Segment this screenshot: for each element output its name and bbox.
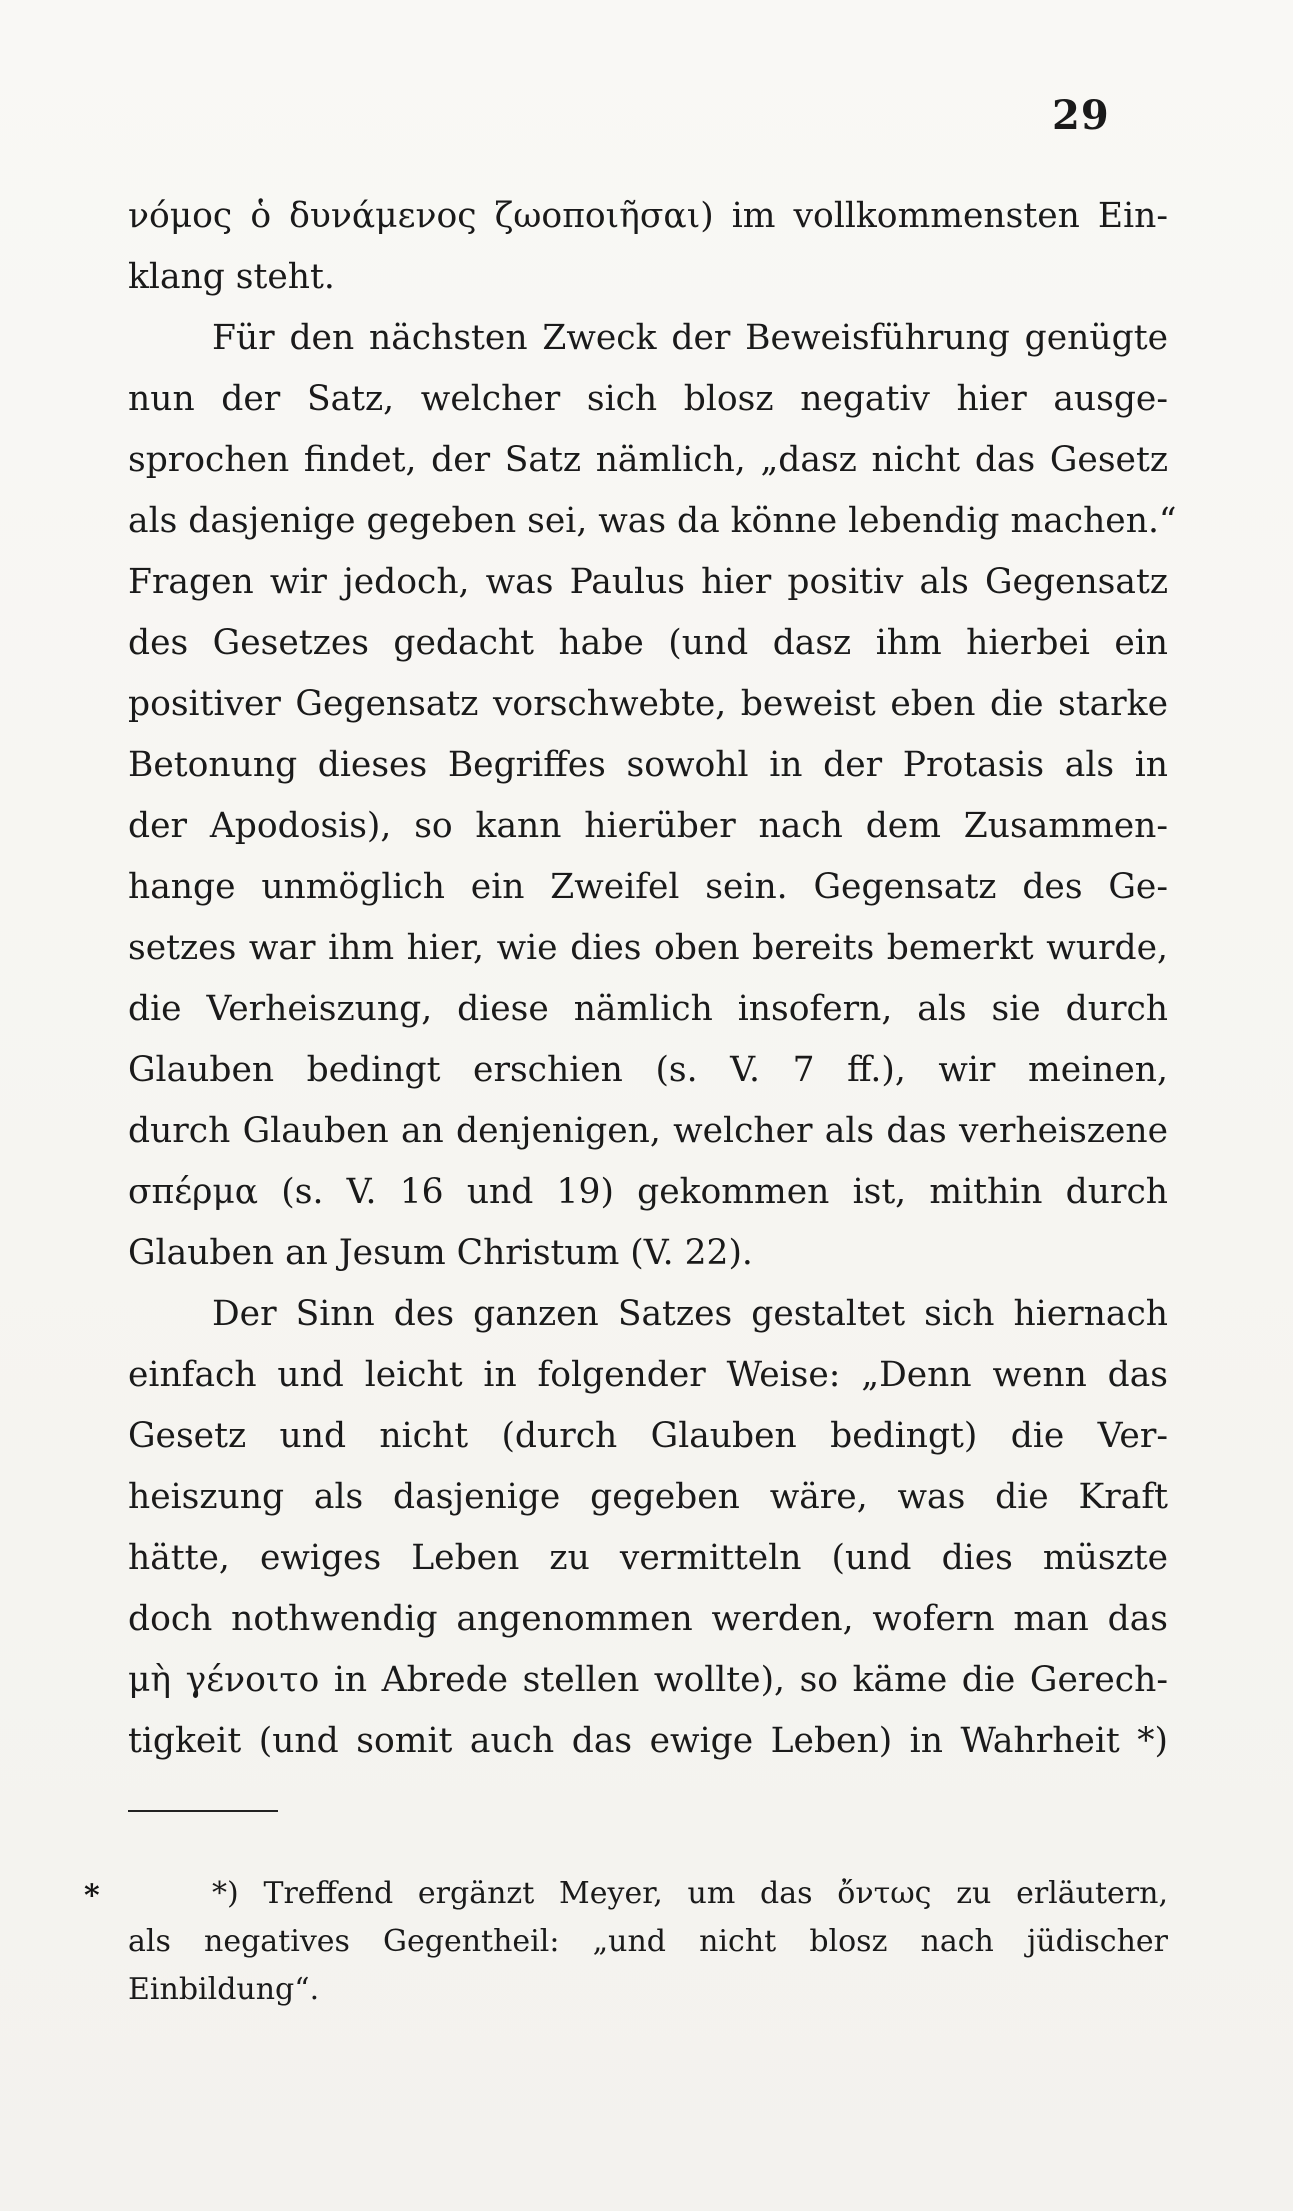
text-line: durch Glauben an denjenigen, welcher als das verheiszene (128, 1111, 1168, 1151)
footnote-divider (128, 1810, 278, 1812)
text-line: des Gesetzes gedacht habe (und dasz ihm hierbei ein (128, 623, 1168, 663)
main-text-block (128, 186, 1177, 1772)
footnote-line: als negatives Gegentheil: „und nicht blosz nach jüdischer (128, 1924, 1168, 1959)
footnote-line: Einbildung“. (128, 1972, 320, 2007)
text-line: σπέρμα (s. V. 16 und 19) gekommen ist, mithin durch (128, 1172, 1168, 1212)
text-line: Betonung dieses Begriffes sowohl in der Protasis als in (128, 745, 1168, 785)
text-line: μὴ γένοιτο in Abrede stellen wollte), so käme die Gerech- (128, 1660, 1168, 1700)
text-line: Glauben an Jesum Christum (V. 22). (128, 1233, 753, 1273)
footnote-marker: ⁎ (84, 1870, 100, 1905)
text-line: νόμος ὁ δυνάμενος ζωοποιῆσαι) im vollkommensten Ein- (128, 196, 1168, 236)
text-line: nun der Satz, welcher sich blosz negativ hier ausge- (128, 379, 1168, 419)
text-line: der Apodosis), so kann hierüber nach dem Zusammen- (128, 806, 1168, 846)
text-line: hätte, ewiges Leben zu vermitteln (und dies müszte (128, 1538, 1168, 1578)
page-number: 29 (1052, 92, 1110, 139)
text-line: sprochen findet, der Satz nämlich, „dasz nicht das Gesetz (128, 440, 1168, 480)
footnote-line: *) Treffend ergänzt Meyer, um das ὄντως zu erläutern, (212, 1876, 1168, 1911)
text-line: Fragen wir jedoch, was Paulus hier positiv als Gegensatz (128, 562, 1168, 602)
text-line: heiszung als dasjenige gegeben wäre, was die Kraft (128, 1477, 1168, 1517)
text-line: setzes war ihm hier, wie dies oben bereits bemerkt wurde, (128, 928, 1168, 968)
footnote-block (84, 1870, 1168, 2014)
text-line: Glauben bedingt erschien (s. V. 7 ff.), wir meinen, (128, 1050, 1168, 1090)
text-line: doch nothwendig angenommen werden, wofern man das (128, 1599, 1168, 1639)
text-line: als dasjenige gegeben sei, was da könne lebendig machen.“ (128, 501, 1177, 541)
text-line: hange unmöglich ein Zweifel sein. Gegensatz des Ge- (128, 867, 1168, 907)
text-line: die Verheiszung, diese nämlich insofern, als sie durch (128, 989, 1168, 1029)
text-line: klang steht. (128, 257, 335, 297)
text-line: einfach und leicht in folgender Weise: „Denn wenn das (128, 1355, 1168, 1395)
text-line: Gesetz und nicht (durch Glauben bedingt) die Ver- (128, 1416, 1168, 1456)
text-line: Der Sinn des ganzen Satzes gestaltet sich hiernach (212, 1294, 1168, 1334)
text-line: Für den nächsten Zweck der Beweisführung genügte (212, 318, 1168, 358)
text-line: positiver Gegensatz vorschwebte, beweist eben die starke (128, 684, 1168, 724)
text-line: tigkeit (und somit auch das ewige Leben) in Wahrheit *) (128, 1721, 1168, 1761)
